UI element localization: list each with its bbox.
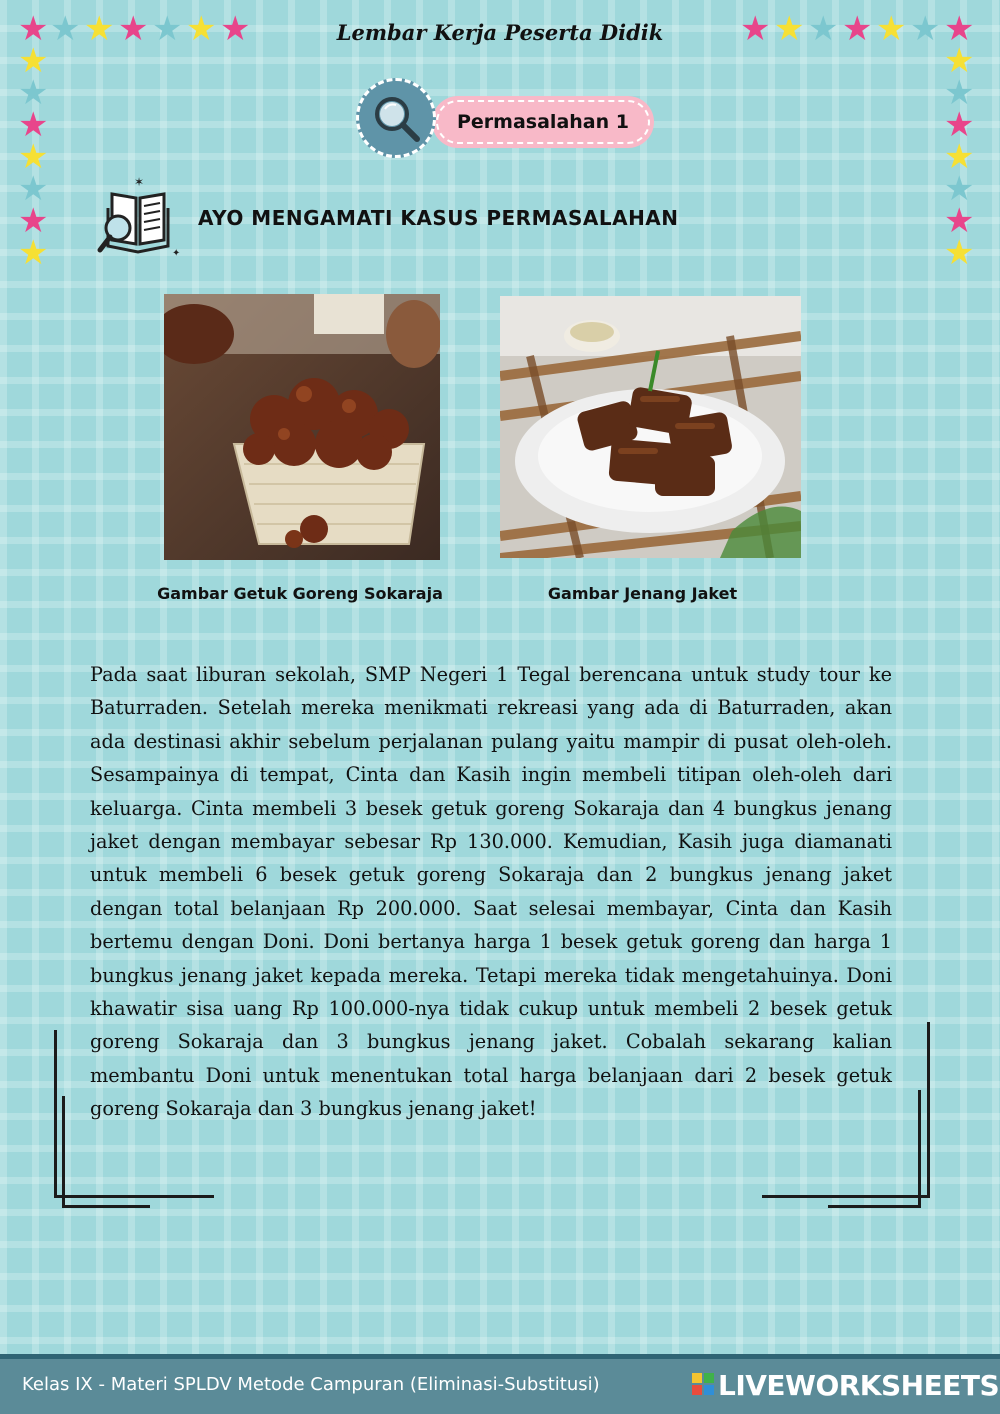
bracket-left-outer-horizontal	[54, 1195, 214, 1198]
bracket-right-outer-horizontal	[762, 1195, 930, 1198]
badge-label: Permasalahan 1	[457, 111, 629, 133]
liveworksheets-logo-icon	[692, 1373, 714, 1395]
star-icon: ★	[18, 41, 49, 81]
problem-badge	[432, 96, 654, 148]
liveworksheets-brand[interactable]: LIVEWORKSHEETS	[718, 1369, 1000, 1402]
getuk-goreng-photo	[164, 294, 440, 560]
jenang-caption: Gambar Jenang Jaket	[547, 584, 738, 603]
star-icon: ★	[944, 233, 975, 273]
star-icon: ★	[18, 105, 49, 145]
star-icon: ★	[944, 169, 975, 209]
bracket-right-inner-vertical	[918, 1090, 921, 1206]
star-icon: ★	[944, 73, 975, 113]
star-icon: ★	[186, 9, 217, 49]
star-icon: ★	[944, 9, 975, 49]
svg-text:✶: ✶	[134, 175, 145, 189]
bracket-right-inner-horizontal	[828, 1205, 921, 1208]
bracket-right-outer-vertical	[927, 1022, 930, 1196]
star-icon: ★	[774, 9, 805, 49]
star-icon: ★	[944, 201, 975, 241]
star-icon: ★	[740, 9, 771, 49]
getuk-caption: Gambar Getuk Goreng Sokaraja	[157, 584, 443, 603]
star-icon: ★	[944, 105, 975, 145]
star-icon: ★	[18, 137, 49, 177]
stars-decoration-right	[740, 0, 1000, 290]
jenang-jaket-photo	[500, 296, 801, 558]
star-icon: ★	[50, 9, 81, 49]
footer-top-line	[0, 1354, 1000, 1359]
problem-story-text: Pada saat liburan sekolah, SMP Negeri 1 Tegal berencana untuk study tour ke Baturraden. Setelah mereka menikmati rekreasi yang ada di Baturraden, akan ada destinasi akhir sebelum perjalanan pulang yaitu mampir di pusat oleh-oleh. Sesampainya di tempat, Cinta dan Kasih ingin membeli titipan oleh-oleh dari keluarga. Cinta membeli 3 besek getuk goreng Sokaraja dan 4 bungkus jenang jaket dengan membayar sebesar Rp 130.000. Kemudian, Kasih juga diamanati untuk membeli 6 besek getuk goreng Sokaraja dan 2 bungkus jenang jaket dengan total belanjaan Rp 200.000. Saat selesai membayar, Cinta dan Kasih bertemu dengan Doni. Doni bertanya harga 1 besek getuk goreng dan harga 1 bungkus jenang jaket kepada mereka. Tetapi mereka tidak mengetahuinya. Doni khawatir sisa uang Rp 100.000-nya tidak cukup untuk membeli 2 besek getuk goreng Sokaraja dan 3 bungkus jenang jaket. Cobalah sekarang kalian membantu Doni untuk menentukan total harga belanjaan dari 2 besek getuk goreng Sokaraja dan 3 bungkus jenang jaket!	[90, 663, 892, 1121]
star-icon: ★	[18, 9, 49, 49]
bracket-left-inner-vertical	[62, 1096, 65, 1206]
worksheet-title: Lembar Kerja Peserta Didik	[336, 20, 664, 45]
star-icon: ★	[808, 9, 839, 49]
bracket-left-inner-horizontal	[62, 1205, 150, 1208]
star-icon: ★	[910, 9, 941, 49]
magnifier-icon	[359, 81, 433, 155]
bracket-left-outer-vertical	[54, 1030, 57, 1196]
section-heading: AYO MENGAMATI KASUS PERMASALAHAN	[198, 206, 679, 230]
star-icon: ★	[18, 169, 49, 209]
star-icon: ★	[876, 9, 907, 49]
star-icon: ★	[152, 9, 183, 49]
star-icon: ★	[220, 9, 251, 49]
star-icon: ★	[18, 73, 49, 113]
book-magnifier-icon	[94, 172, 184, 262]
star-icon: ★	[842, 9, 873, 49]
magnifier-badge-circle	[356, 78, 436, 158]
star-icon: ★	[944, 41, 975, 81]
star-icon: ★	[944, 137, 975, 177]
star-icon: ★	[18, 201, 49, 241]
star-icon: ★	[84, 9, 115, 49]
star-icon: ★	[118, 9, 149, 49]
svg-text:✦: ✦	[172, 248, 181, 259]
footer-class-info: Kelas IX - Materi SPLDV Metode Campuran (Eliminasi-Substitusi)	[22, 1374, 600, 1395]
star-icon: ★	[18, 233, 49, 273]
